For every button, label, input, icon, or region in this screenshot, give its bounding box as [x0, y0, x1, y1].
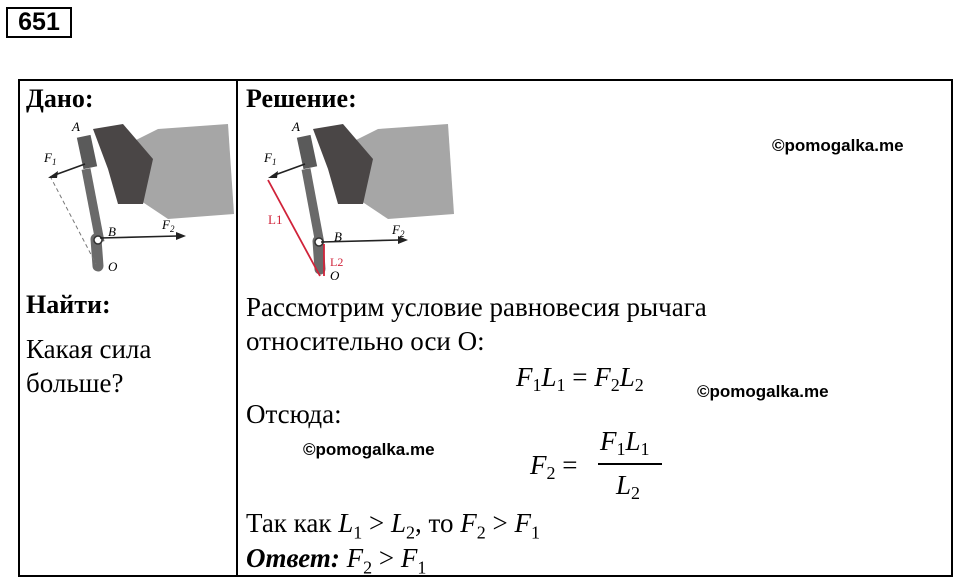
- conclusion-line: Так как $L_1 > L_2$, то $F_2 > F_1$: [246, 508, 540, 543]
- fraction-lhs: $F_2$ =: [530, 450, 578, 483]
- label-a: A: [292, 119, 300, 134]
- label-l1: L1: [268, 212, 283, 227]
- watermark-2: ©pomogalka.me: [697, 382, 829, 401]
- fraction-numerator: $F_1L_1$: [600, 426, 650, 459]
- question-line-1: Какая сила: [26, 334, 152, 364]
- lever-figure-given: [38, 114, 234, 282]
- force-f2-arrow: [321, 240, 400, 242]
- column-divider: [236, 79, 238, 577]
- label-f2: $F_2$: [162, 217, 175, 234]
- label-a: A: [72, 119, 80, 134]
- label-l2: L2: [330, 255, 344, 269]
- question-line-2: больше?: [26, 368, 124, 398]
- lever-arm: [86, 169, 100, 242]
- watermark-1: ©pomogalka.me: [772, 136, 904, 155]
- lever-arm: [306, 169, 320, 244]
- label-f2: $F_2$: [392, 222, 405, 239]
- hence-label: Отсюда:: [246, 399, 342, 429]
- watermark-3: ©pomogalka.me: [303, 440, 435, 459]
- pedal: [297, 135, 317, 169]
- force-f1-head: [48, 171, 58, 178]
- fraction-denominator: $L_2$: [616, 470, 641, 503]
- label-f1: $F_1$: [264, 150, 277, 167]
- label-b: B: [334, 229, 342, 244]
- label-f1: $F_1$: [44, 150, 57, 167]
- fraction-bar: [598, 463, 662, 465]
- find-heading: Найти:: [26, 290, 111, 319]
- force-f1-head: [268, 171, 278, 178]
- solution-line-1: Рассмотрим условие равновесия рычага: [246, 292, 707, 322]
- solution-line-2: относительно оси О:: [246, 326, 485, 356]
- given-heading: Дано:: [26, 84, 94, 113]
- fraction-formula: [530, 426, 670, 506]
- problem-number: 651: [6, 7, 72, 38]
- force-f2-head: [176, 232, 186, 240]
- pedal: [77, 135, 97, 169]
- lever-figure-solution: [258, 114, 454, 286]
- equilibrium-formula: $F_1L_1 = F_2L_2$: [516, 362, 644, 395]
- label-b: B: [108, 224, 116, 239]
- label-o: O: [108, 259, 118, 274]
- label-o: O: [330, 268, 340, 283]
- answer-line: Ответ: $F_2 > F_1$: [246, 543, 427, 578]
- solution-heading: Решение:: [246, 84, 357, 113]
